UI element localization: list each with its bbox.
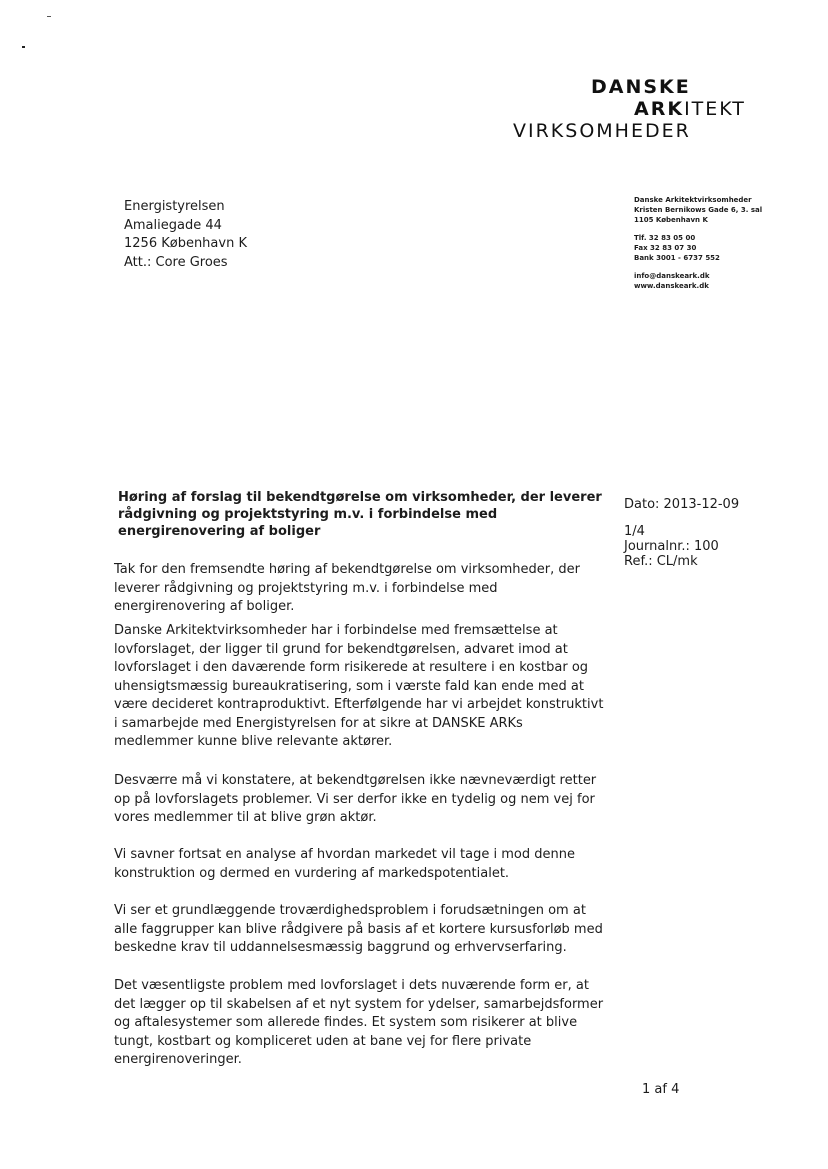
- recipient-att: Att.: Core Groes: [124, 254, 228, 270]
- reference: Ref.: CL/mk: [624, 554, 698, 569]
- recipient-street: Amaliegade 44: [124, 217, 222, 233]
- recipient-city: 1256 København K: [124, 236, 247, 251]
- sender-city: 1105 København K: [634, 216, 708, 224]
- sender-email: info@danskeark.dk: [634, 272, 710, 280]
- body-paragraph-6: Det væsentligste problem med lovforslaget i dets nuværende form er, at det lægger op til skabelsen af et nyt system for ydelser, samarbejdsformer og aftalesystemer som allerede findes. Et system som risikerer at blive tungt, kostbart og kompliceret uden at bane vej for flere private energirenoveringer.: [114, 978, 604, 1067]
- body-paragraph-3: Desværre må vi konstatere, at bekendtgørelsen ikke nævneværdigt retter op på lovforslagets problemer. Vi ser derfor ikke en tydelig og nem vej for vores medlemmer til at blive grøn aktør.: [114, 773, 597, 825]
- sender-contact-block: [634, 195, 762, 291]
- letter-meta: [624, 497, 739, 569]
- page-fraction: 1/4: [624, 524, 645, 539]
- logo-line-3: VIRKSOMHEDER: [513, 120, 691, 142]
- letter-subject: Høring af forslag til bekendtgørelse om virksomheder, der leverer rådgivning og projektstyring m.v. i forbindelse med energirenovering af boliger: [118, 490, 602, 539]
- body-paragraph-1: Tak for den fremsendte høring af bekendtgørelse om virksomheder, der leverer rådgivning og projektstyring m.v. i forbindelse med energirenovering af boliger.: [114, 562, 580, 614]
- sender-phone: Tlf. 32 83 05 00: [634, 234, 696, 242]
- body-paragraph-5: Vi ser et grundlæggende troværdighedsproblem i forudsætningen om at alle faggrupper kan blive rådgivere på basis af et kortere kursusforløb med beskedne krav til uddannelsesmæssig baggrund og erhvervserfaring.: [114, 903, 603, 955]
- scan-speck: [47, 16, 51, 17]
- journal-number: Journalnr.: 100: [624, 539, 719, 554]
- sender-street: Kristen Bernikows Gade 6, 3. sal: [634, 206, 763, 214]
- sender-name: Danske Arkitektvirksomheder: [634, 196, 752, 204]
- sender-web: www.danskeark.dk: [634, 282, 709, 290]
- body-paragraph-4: Vi savner fortsat en analyse af hvordan markedet vil tage i mod denne konstruktion og dermed en vurdering af markedspotentialet.: [114, 847, 575, 881]
- sender-bank: Bank 3001 - 6737 552: [634, 254, 720, 262]
- logo-line-1: DANSKE: [591, 76, 691, 98]
- logo-line-2-bold: ARK: [634, 98, 685, 120]
- page-number: 1 af 4: [642, 1082, 680, 1097]
- recipient-address: [124, 198, 247, 272]
- sender-fax: Fax 32 83 07 30: [634, 244, 697, 252]
- scan-speck: [22, 46, 25, 48]
- body-paragraph-2: Danske Arkitektvirksomheder har i forbindelse med fremsættelse at lovforslaget, der ligger til grund for bekendtgørelsen, advaret imod at lovforslaget i den daværende form risikerede at resultere i en kostbar og uhensigtsmæssig bureaukratisering, som i værste fald kan ende med at være decideret kontraproduktivt. Efterfølgende har vi arbejdet konstruktivt i samarbejde med Energistyrelsen for at sikre at DANSKE ARKs medlemmer kunne blive relevante aktører.: [114, 623, 604, 749]
- recipient-name: Energistyrelsen: [124, 199, 225, 214]
- logo-line-2-rest: ITEKT: [684, 98, 746, 120]
- logo-line-2: [634, 98, 746, 120]
- letter-date: Dato: 2013-12-09: [624, 497, 740, 512]
